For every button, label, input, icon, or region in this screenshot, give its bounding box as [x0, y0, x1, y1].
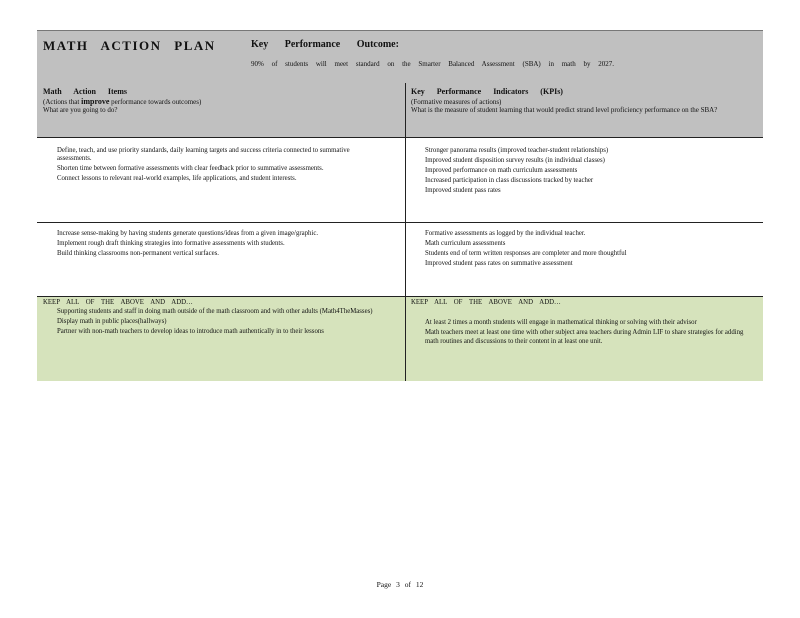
right-column-subheading: (Formative measures of actions) [411, 97, 502, 106]
list-item: Improved performance on math curriculum assessments [425, 166, 578, 174]
left-column-question: What are you going to do? [43, 106, 118, 115]
kpi-cell [407, 147, 757, 197]
list-item: Connect lessons to relevant real-world examples, life applications, and student interests. [57, 175, 297, 183]
right-column-question: What is the measure of student learning that would predict strand level proficiency performance on the SBA? [411, 106, 718, 115]
page-footer [0, 580, 800, 589]
list-item: Build thinking classrooms non-permanent vertical surfaces. [57, 249, 219, 257]
left-column-heading: Math Action Items [43, 87, 127, 96]
key-performance-outcome-text: 90% of students will meet standard on the Smarter Balanced Assessment (SBA) in math by 2027. [251, 60, 614, 68]
left-column-subheading: (Actions that improve performance towards outcomes) [43, 96, 202, 106]
kpi-cell [407, 230, 707, 270]
action-plan-table [37, 30, 763, 381]
list-item: Define, teach, and use priority standards, daily learning targets and success criteria connected to summative assessments. [57, 147, 350, 163]
page-label: Page [376, 580, 392, 589]
list-item: Improved student disposition survey results (in individual classes) [425, 156, 605, 164]
page-of-label: of [404, 580, 411, 589]
column-divider [405, 83, 406, 137]
table-row [37, 137, 763, 222]
right-column-heading: Key Performance Indicators (KPIs) [411, 87, 563, 96]
list-item: Improved student pass rates [425, 186, 501, 194]
list-item: Students end of term written responses are completer and more thoughtful [425, 249, 627, 257]
list-item: Increased participation in class discussions tracked by teacher [425, 176, 594, 184]
table-row [37, 296, 763, 381]
page-title: MATH ACTION PLAN [43, 38, 216, 53]
kpi-cell [411, 299, 757, 348]
list-item: At least 2 times a month students will engage in mathematical thinking or solving with their advisor [425, 319, 697, 327]
list-item: Implement rough draft thinking strategies into formative assessments with students. [57, 239, 285, 247]
right-column-header [411, 88, 751, 115]
page-number: 3 [396, 580, 400, 589]
list-item: Formative assessments as logged by the individual teacher. [425, 230, 586, 237]
action-items-cell [39, 147, 383, 185]
page-total: 12 [415, 580, 424, 589]
list-item: Stronger panorama results (improved teacher-student relationships) [425, 147, 609, 154]
list-item: Increase sense-making by having students generate questions/ideas from a given image/graphic. [57, 230, 319, 237]
table-row [37, 222, 763, 296]
action-items-cell [39, 230, 383, 260]
list-item: Display math in public places(hallways) [57, 318, 167, 326]
list-item: Math curriculum assessments [425, 239, 506, 247]
list-item: Partner with non-math teachers to develop ideas to introduce math authentically in to their lessons [57, 328, 324, 336]
left-column-header [43, 88, 393, 115]
list-item: Supporting students and staff in doing math outside of the math classroom and with other adults (Math4TheMasses) [57, 308, 373, 316]
list-item: Shorten time between formative assessments with clear feedback prior to summative assessments. [57, 165, 324, 173]
list-item: Improved student pass rates on summative assessment [425, 259, 573, 267]
header-band [37, 30, 763, 137]
list-item: Math teachers meet at least one time with other subject area teachers during Admin LIF to share strategies for adding math routines and discussions to their content in at least one unit. [425, 329, 744, 345]
keep-all-label: KEEP ALL OF THE ABOVE AND ADD… [43, 299, 193, 306]
action-items-cell [43, 299, 383, 338]
key-performance-outcome-label: Key Performance Outcome: [251, 39, 399, 50]
keep-all-label: KEEP ALL OF THE ABOVE AND ADD… [411, 299, 561, 306]
